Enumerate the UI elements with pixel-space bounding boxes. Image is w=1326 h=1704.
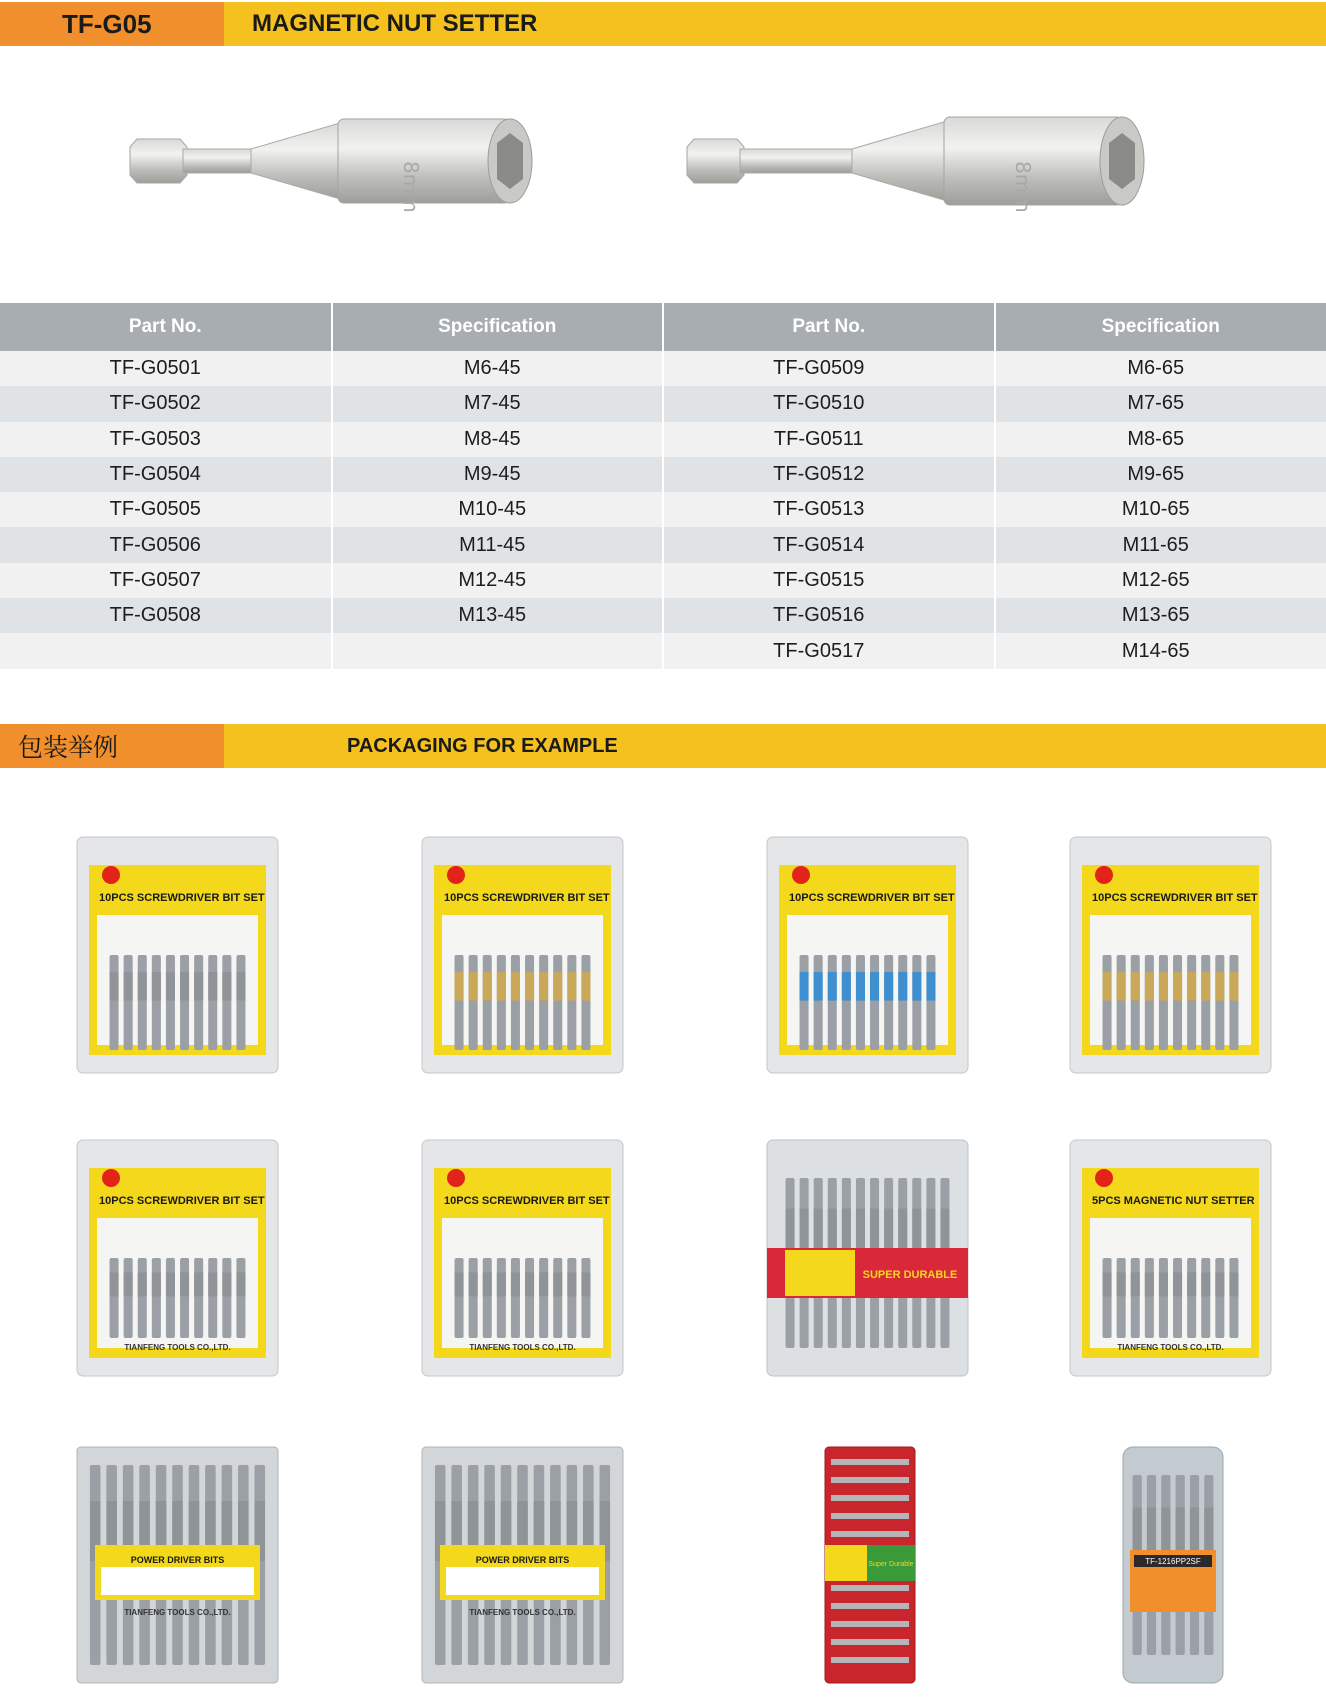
packaging-item [765,1445,970,1685]
packaging-label: Super Durable [868,1561,914,1568]
packaging-image [1068,835,1273,1075]
part-no-cell [0,633,332,668]
specification-cell: M9-45 [332,457,664,492]
part-no-cell: TF-G0504 [0,457,332,492]
col-header-specification: Specification [332,303,664,351]
specification-cell: M7-45 [332,386,664,421]
svg-text:8mm: 8mm [1011,161,1035,213]
packaging-image [765,835,970,1075]
specification-cell: M13-45 [332,598,664,633]
table-row [0,563,1326,598]
packaging-label: 10PCS SCREWDRIVER BIT SET [99,1195,265,1207]
part-no-cell: TF-G0514 [663,527,995,562]
packaging-item [1068,1138,1273,1378]
product-title: MAGNETIC NUT SETTER [252,10,538,37]
specification-cell [332,633,664,668]
part-no-cell: TF-G0512 [663,457,995,492]
packaging-label: 10PCS SCREWDRIVER BIT SET [444,1195,610,1207]
table-row [0,598,1326,633]
col-header-part-no: Part No. [0,303,332,351]
packaging-image [765,1138,970,1378]
packaging-code: 包装举例 [0,724,224,768]
part-no-cell: TF-G0509 [663,351,995,386]
specification-cell: M6-65 [995,351,1326,386]
packaging-header [0,724,1326,768]
packaging-item [75,1138,280,1378]
table-row [0,527,1326,562]
table-row [0,386,1326,421]
packaging-item [420,835,625,1075]
packaging-image [420,1445,625,1685]
table-row [0,457,1326,492]
packaging-item [420,1445,625,1685]
packaging-image [420,835,625,1075]
table-row [0,351,1326,386]
packaging-image [75,835,280,1075]
table-header-row [0,303,1326,351]
packaging-item [420,1138,625,1378]
part-no-cell: TF-G0511 [663,422,995,457]
packaging-item [1068,835,1273,1075]
packaging-item [765,1138,970,1378]
packaging-label: 5PCS MAGNETIC NUT SETTER [1092,1195,1255,1207]
part-no-cell: TF-G0502 [0,386,332,421]
packaging-image [1068,1138,1273,1378]
part-no-cell: TF-G0505 [0,492,332,527]
packaging-image [75,1138,280,1378]
packaging-item [1068,1445,1273,1685]
product-code: TF-G05 [0,2,224,46]
packaging-item [75,835,280,1075]
packaging-label: 10PCS SCREWDRIVER BIT SET [444,892,610,904]
specification-cell: M13-65 [995,598,1326,633]
svg-text:8mm: 8mm [399,161,423,213]
nut-setter-long-image [682,105,1162,220]
specification-cell: M11-45 [332,527,664,562]
section-header [0,2,1326,46]
col-header-specification: Specification [995,303,1326,351]
part-no-cell: TF-G0508 [0,598,332,633]
specification-cell: M10-65 [995,492,1326,527]
packaging-title: PACKAGING FOR EXAMPLE [347,734,618,757]
specification-cell: M10-45 [332,492,664,527]
packaging-label: TF-1216PP2SF [1145,1557,1201,1566]
nut-setter-short-image [125,105,545,220]
part-no-cell: TF-G0515 [663,563,995,598]
packaging-footer: TIANFENG TOOLS CO.,LTD. [469,1343,576,1352]
table-row [0,422,1326,457]
part-no-cell: TF-G0507 [0,563,332,598]
packaging-footer: TIANFENG TOOLS CO.,LTD. [124,1608,231,1617]
packaging-image [1068,1445,1273,1685]
packaging-item [75,1445,280,1685]
packaging-label: POWER DRIVER BITS [130,1555,225,1565]
table-row [0,492,1326,527]
packaging-image [765,1445,970,1685]
part-no-cell: TF-G0503 [0,422,332,457]
packaging-footer: TIANFENG TOOLS CO.,LTD. [469,1608,576,1617]
specification-cell: M6-45 [332,351,664,386]
specification-cell: M7-65 [995,386,1326,421]
packaging-footer: TIANFENG TOOLS CO.,LTD. [124,1343,231,1352]
packaging-item [765,835,970,1075]
part-no-cell: TF-G0517 [663,633,995,668]
packaging-label: 10PCS SCREWDRIVER BIT SET [99,892,265,904]
part-no-cell: TF-G0513 [663,492,995,527]
packaging-image [420,1138,625,1378]
packaging-footer: TIANFENG TOOLS CO.,LTD. [1117,1343,1224,1352]
specification-cell: M8-65 [995,422,1326,457]
specification-cell: M8-45 [332,422,664,457]
spec-table [0,303,1326,669]
specification-cell: M12-65 [995,563,1326,598]
packaging-label: 10PCS SCREWDRIVER BIT SET [789,892,955,904]
part-no-cell: TF-G0510 [663,386,995,421]
packaging-image [75,1445,280,1685]
part-no-cell: TF-G0501 [0,351,332,386]
specification-cell: M11-65 [995,527,1326,562]
col-header-part-no: Part No. [663,303,995,351]
packaging-label: 10PCS SCREWDRIVER BIT SET [1092,892,1258,904]
specification-cell: M9-65 [995,457,1326,492]
packaging-label: SUPER DURABLE [862,1269,958,1281]
table-row [0,633,1326,668]
part-no-cell: TF-G0516 [663,598,995,633]
specification-cell: M12-45 [332,563,664,598]
packaging-label: POWER DRIVER BITS [475,1555,570,1565]
specification-cell: M14-65 [995,633,1326,668]
part-no-cell: TF-G0506 [0,527,332,562]
